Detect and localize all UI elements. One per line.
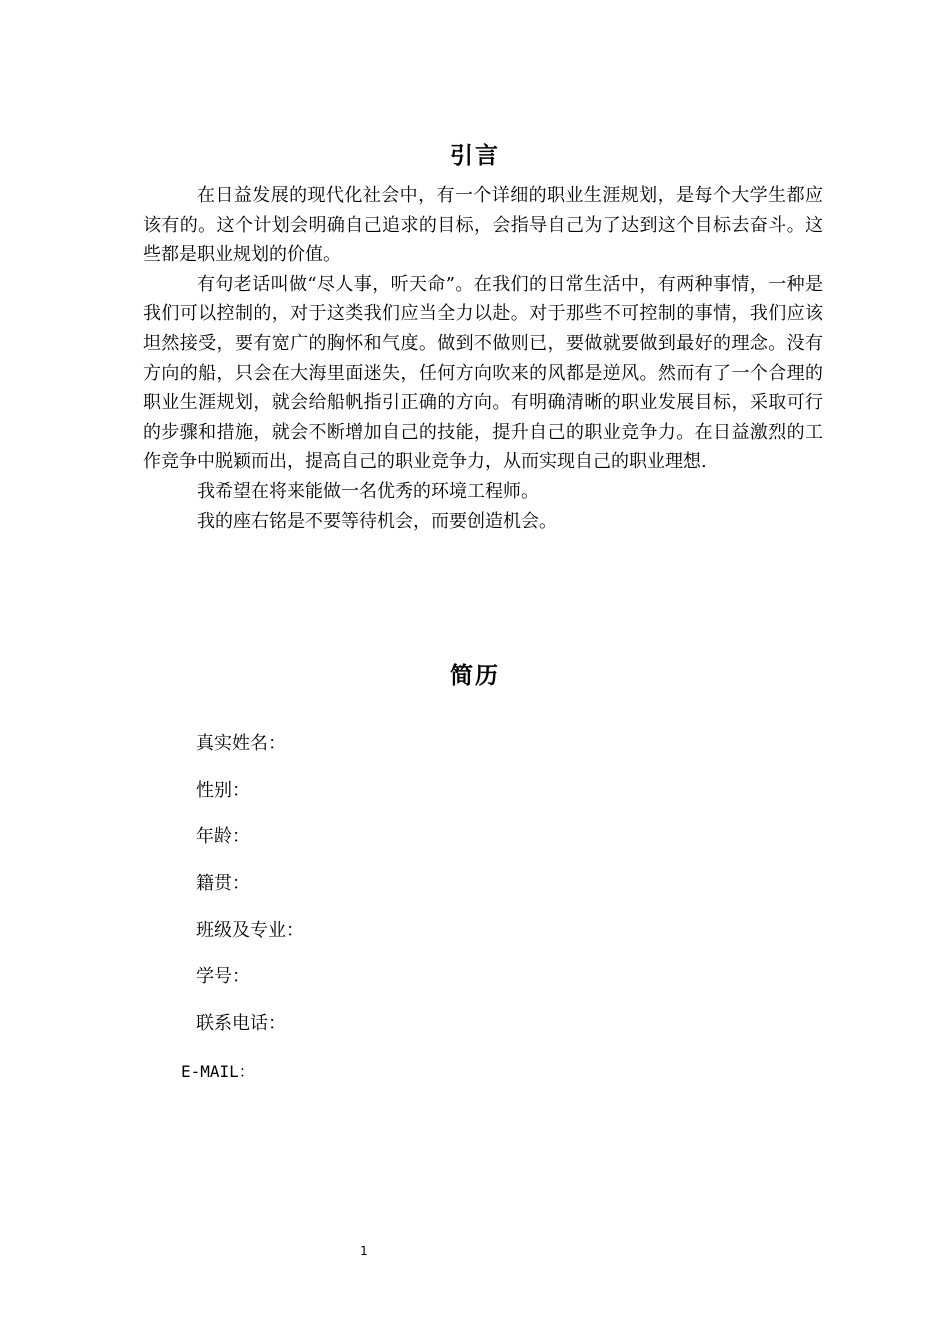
- page-number: 1: [360, 1244, 368, 1258]
- intro-paragraph-2: 有句老话叫做“尽人事，听天命”。在我们的日常生活中，有两种事情，一种是我们可以控制的，对于这类我们应当全力以赴。对于那些不可控制的事情，我们应该坦然接受，要有宽广的胸怀和气度。做到不做则已，要做就要做到最好的理念。没有方向的船，只会在大海里面迷失，任何方向吹来的风都是逆风。然而有了一个合理的职业生涯规划，就会给船帆指引正确的方向。有明确清晰的职业发展目标，采取可行的步骤和措施，就会不断增加自己的技能，提升自己的职业竞争力。在日益激烈的工作竞争中脱颖而出，提高自己的职业竞争力，从而实现自己的职业理想.: [143, 273, 823, 473]
- intro-paragraph-1: 在日益发展的现代化社会中，有一个详细的职业生涯规划，是每个大学生都应该有的。这个计划会明确自己追求的目标，会指导自己为了达到这个目标去奋斗。这些都是职业规划的价值。: [143, 185, 823, 266]
- intro-paragraph-3: 我希望在将来能做一名优秀的环境工程师。: [197, 480, 539, 502]
- resume-field-age: 年龄：: [196, 826, 250, 847]
- resume-field-name: 真实姓名：: [196, 733, 286, 754]
- resume-title: 简历: [450, 663, 500, 689]
- resume-field-student-id: 学号：: [196, 966, 250, 987]
- resume-field-email: E-MAIL：: [181, 1062, 255, 1081]
- intro-paragraph-4: 我的座右铭是不要等待机会，而要创造机会。: [197, 510, 557, 532]
- resume-field-gender: 性别：: [196, 780, 250, 801]
- intro-body: [143, 181, 823, 536]
- resume-field-class-major: 班级及专业：: [196, 920, 304, 941]
- resume-field-hometown: 籍贯：: [196, 873, 250, 894]
- resume-field-phone: 联系电话：: [196, 1013, 286, 1034]
- intro-title: 引言: [450, 143, 500, 169]
